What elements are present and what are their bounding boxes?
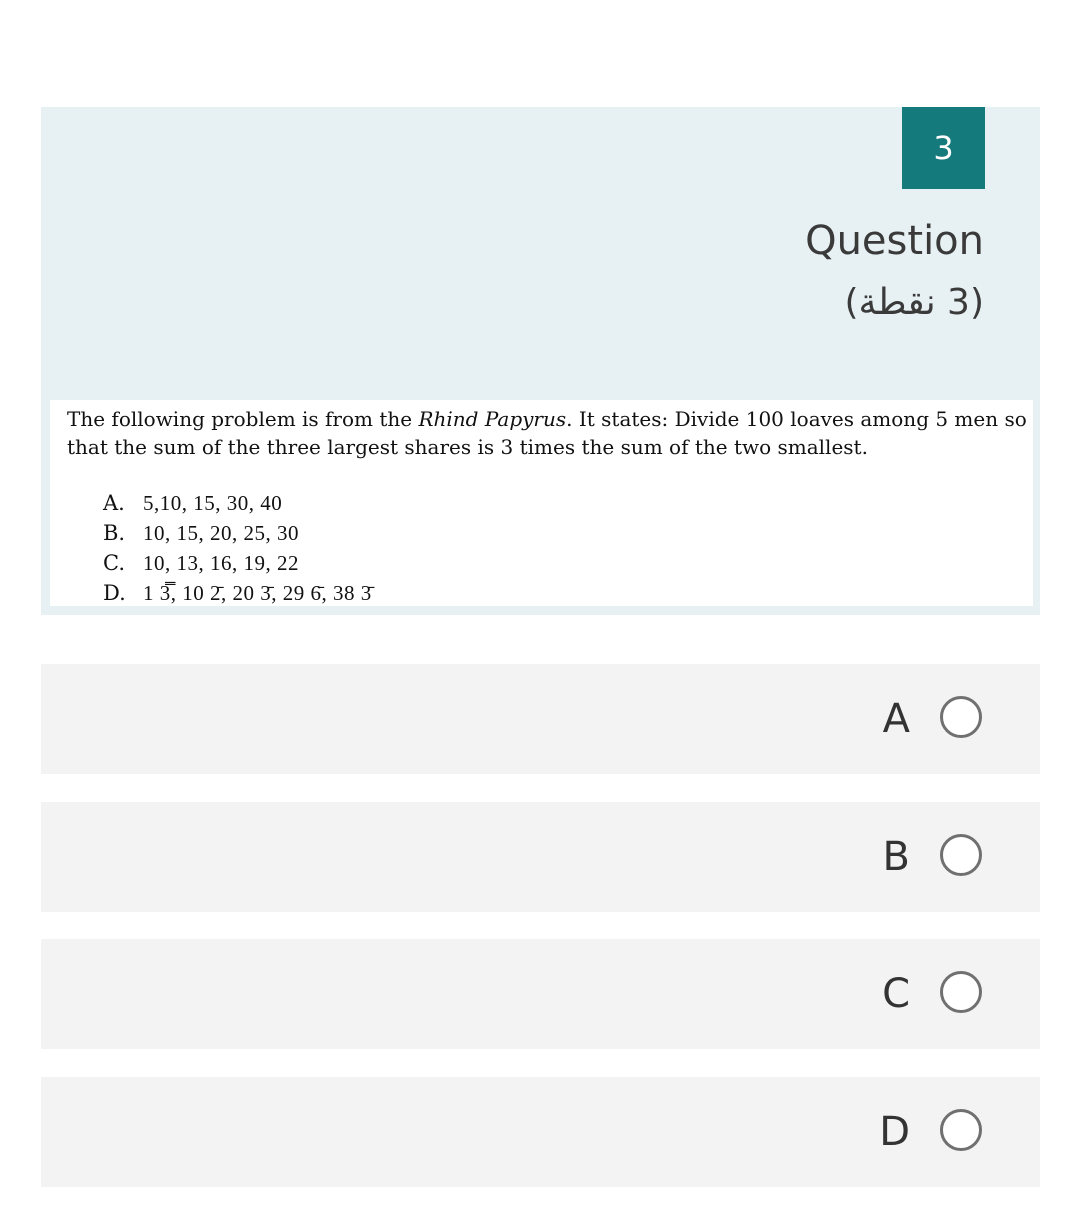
radio-button-a[interactable] [940, 696, 982, 738]
answer-option-b[interactable] [41, 802, 1040, 912]
problem-source: Rhind Papyrus [418, 407, 567, 431]
question-image [50, 400, 1033, 606]
question-card [41, 107, 1040, 615]
choice-item-b [103, 518, 372, 548]
answer-option-label: B [882, 834, 910, 880]
choice-letter: D. [103, 581, 126, 605]
choice-letter: B. [103, 521, 126, 545]
radio-button-d[interactable] [940, 1109, 982, 1151]
answer-option-label: C [882, 971, 910, 1017]
answer-option-a[interactable] [41, 664, 1040, 774]
choices-list [103, 488, 372, 606]
answer-option-label: D [879, 1109, 910, 1155]
choice-item-a [103, 488, 372, 518]
choice-value: 1 3̿, 10 2̄, 20 3̄, 29 6̄, 38 3̄ [143, 581, 372, 605]
radio-button-c[interactable] [940, 971, 982, 1013]
answer-option-c[interactable] [41, 939, 1040, 1049]
question-points: (3 نقطة) [844, 282, 984, 323]
problem-text-before: The following problem is from the [67, 407, 419, 431]
choice-letter: C. [103, 551, 125, 575]
problem-statement [67, 405, 1027, 461]
choice-item-c [103, 548, 372, 578]
radio-button-b[interactable] [940, 834, 982, 876]
answer-option-label: A [882, 696, 910, 742]
question-number-badge: 3 [902, 107, 985, 189]
answer-option-d[interactable] [41, 1077, 1040, 1187]
question-title: Question [805, 218, 984, 264]
choice-value: 5,10, 15, 30, 40 [143, 491, 283, 515]
choice-item-d [103, 578, 372, 606]
choice-value: 10, 13, 16, 19, 22 [143, 551, 299, 575]
problem-text-after: . It states: Divide 100 loaves among 5 men so that the sum of the three largest shares is 3 times the sum of the two smallest. [67, 407, 1027, 459]
choice-letter: A. [103, 491, 125, 515]
choice-value: 10, 15, 20, 25, 30 [143, 521, 299, 545]
